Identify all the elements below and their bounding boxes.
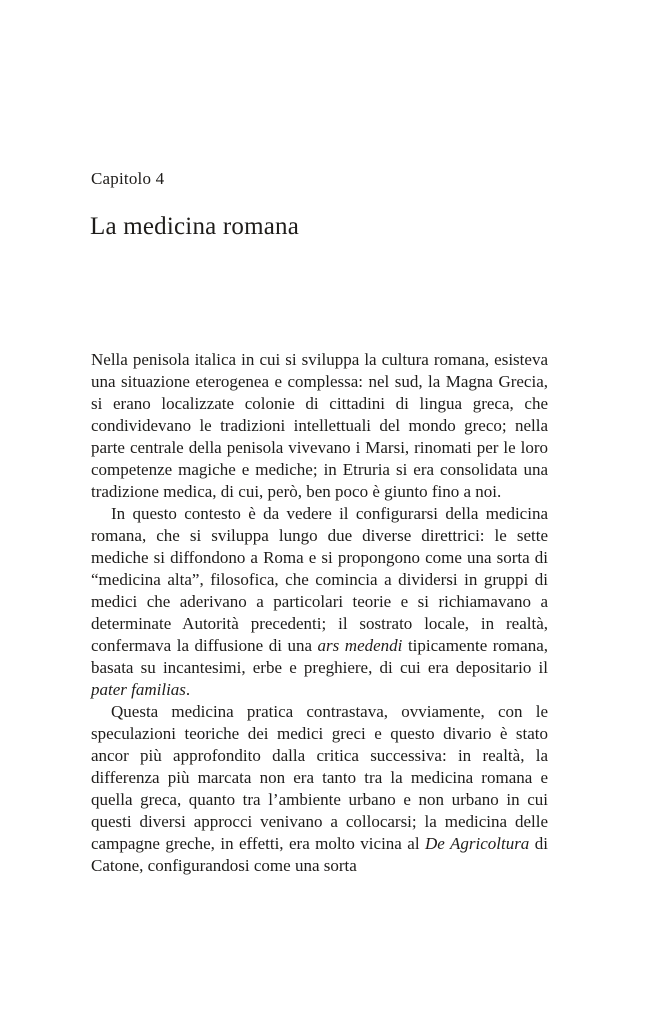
text-run: Nella penisola italica in cui si sviluppa la cultura romana, esisteva una situazione eterogenea e complessa: nel sud, la Magna Grecia, si erano localizzate colonie di cittadini di lingua greca, che condividevano le tradizioni intellettuali del mondo greco; nella parte centrale della penisola vivevano i Marsi, rinomati per le loro competenze magiche e mediche; in Etruria si era consolidata una tradizione medica, di cui, però, ben poco è giunto fino a noi. [91, 350, 548, 501]
paragraph [91, 503, 548, 701]
body-text [91, 349, 548, 877]
text-run: di Catone, configurandosi come una sorta [91, 834, 548, 875]
italic-text-run: pater familias [91, 680, 186, 699]
paragraph [91, 349, 548, 503]
italic-text-run: ars medendi [317, 636, 403, 655]
chapter-label: Capitolo 4 [91, 169, 165, 188]
page-title: La medicina romana [90, 213, 300, 240]
text-run: tipicamente romana, basata su incantesimi, erbe e preghiere, di cui era depositario il [91, 636, 548, 677]
text-run: In questo contesto è da vedere il configurarsi della medicina romana, che si sviluppa lungo due diverse direttrici: le sette mediche si diffondono a Roma e si propongono come una sorta di “medicina alta”, filosofica, che comincia a dividersi in gruppi di medici che aderivano a particolari teorie e si richiamavano a determinate Autorità precedenti; il sostrato locale, in realtà, confermava la diffusione di una [91, 504, 548, 655]
text-run: . [185, 680, 191, 699]
italic-text-run: De Agricoltura [425, 834, 530, 853]
text-run: Questa medicina pratica contrastava, ovviamente, con le speculazioni teoriche dei medici greci e questo divario è stato ancor più approfondito dalla critica successiva: in realtà, la differenza più marcata non era tanto tra la medicina romana e quella greca, quanto tra l’ambiente urbano e non urbano in cui questi diversi approcci venivano a collocarsi; la medicina delle campagne greche, in effetti, era molto vicina al [91, 702, 548, 853]
paragraph [91, 701, 548, 877]
